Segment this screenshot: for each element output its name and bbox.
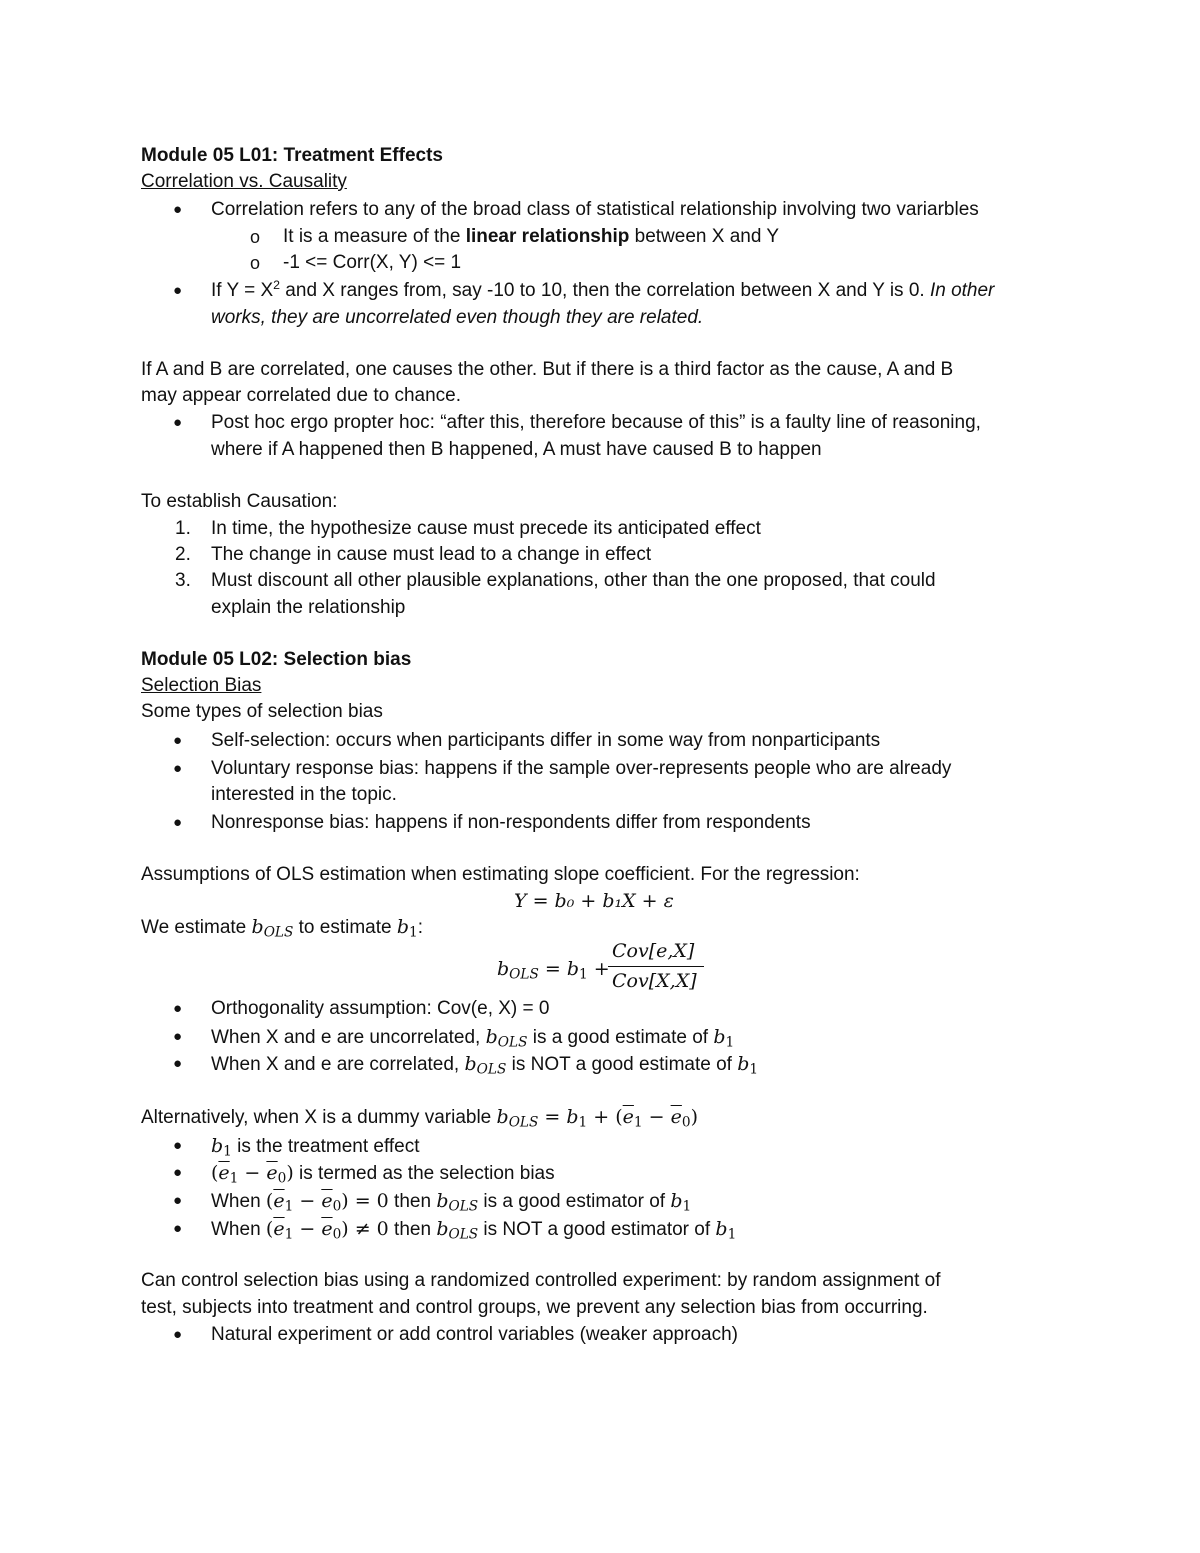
bullet-zero-bias: When $(\overline{e}_1 - \overline{e}_0) = 0$ then $b_{OLS}$ is a good estimator of $b_1$: [211, 1190, 692, 1215]
subheading-selection-bias: Selection Bias: [141, 675, 262, 696]
estimate-line: We estimate $b_{OLS}$ to estimate $b_1$:: [141, 916, 424, 941]
causation-item-2: The change in cause must lead to a change in effect: [211, 544, 652, 565]
bullet-icon: ●: [173, 282, 183, 299]
section-title-treatment-effects: Module 05 L01: Treatment Effects: [141, 145, 443, 166]
bullet-y-x-squared-cont: works, they are uncorrelated even though they are related.: [211, 307, 704, 328]
bullet-selection-bias-term: $(\overline{e}_1 - \overline{e}_0)$ is termed as the selection bias: [211, 1162, 555, 1187]
control-paragraph-line: test, subjects into treatment and control groups, we prevent any selection bias from occurring.: [141, 1297, 928, 1318]
bullet-icon: ●: [173, 201, 183, 218]
causation-item-3: Must discount all other plausible explanations, other than the one proposed, that could: [211, 570, 936, 591]
bols-formula-lhs: $b_{OLS} = b_1$ +: [497, 958, 610, 983]
list-number: 3.: [175, 570, 191, 591]
sub-bullet-linear-relationship: It is a measure of the linear relationship between X and Y: [283, 226, 780, 247]
bullet-icon: ●: [173, 1028, 183, 1045]
bullet-uncorrelated: When X and e are uncorrelated, $b_{OLS}$ is a good estimate of $b_1$: [211, 1026, 735, 1051]
bullet-orthogonality: Orthogonality assumption: Cov(e, X) = 0: [211, 998, 550, 1019]
bullet-voluntary-response: Voluntary response bias: happens if the sample over-represents people who are already: [211, 758, 952, 779]
bullet-icon: ●: [173, 732, 183, 749]
bullet-icon: ●: [173, 760, 183, 777]
bullet-correlated: When X and e are correlated, $b_{OLS}$ is NOT a good estimate of $b_1$: [211, 1053, 759, 1078]
formula-denominator: Cov[X,X]: [612, 970, 697, 992]
bullet-y-x-squared: If $Y = X^2$ and X ranges from, say -10 to 10, then the correlation between X and Y is 0. In other: [211, 278, 995, 301]
control-paragraph-line: Can control selection bias using a randomized controlled experiment: by random assignment of: [141, 1270, 941, 1291]
regression-equation: Y = b₀ + b₁X + ε: [514, 890, 674, 912]
bullet-nonzero-bias: When $(\overline{e}_1 - \overline{e}_0) \ne 0$ then $b_{OLS}$ is NOT a good estimator of $b_1$: [211, 1218, 737, 1243]
bullet-treatment-effect: $b_1$ is the treatment effect: [211, 1135, 420, 1160]
bullet-icon: ●: [173, 1164, 183, 1181]
formula-numerator: Cov[e,X]: [612, 940, 695, 962]
list-number: 1.: [175, 518, 191, 539]
bullet-voluntary-response-cont: interested in the topic.: [211, 784, 397, 805]
selection-bias-intro: Some types of selection bias: [141, 701, 383, 722]
bullet-icon: ●: [173, 814, 183, 831]
bullet-correlation-definition: Correlation refers to any of the broad class of statistical relationship involving two variarbles: [211, 199, 979, 220]
causation-intro: To establish Causation:: [141, 491, 338, 512]
bullet-icon: ●: [173, 1055, 183, 1072]
ols-intro: Assumptions of OLS estimation when estimating slope coefficient. For the regression:: [141, 864, 860, 885]
paragraph-line: may appear correlated due to chance.: [141, 385, 462, 406]
bullet-natural-experiment: Natural experiment or add control variables (weaker approach): [211, 1324, 738, 1345]
bullet-icon: ●: [173, 1000, 183, 1017]
bullet-nonresponse: Nonresponse bias: happens if non-respondents differ from respondents: [211, 812, 811, 833]
bullet-self-selection: Self-selection: occurs when participants differ in some way from nonparticipants: [211, 730, 881, 751]
bullet-icon: ●: [173, 414, 183, 431]
bullet-icon: ●: [173, 1220, 183, 1237]
sub-bullet-corr-range: -1 <= Corr(X, Y) <= 1: [283, 252, 462, 273]
causation-item-1: In time, the hypothesize cause must precede its anticipated effect: [211, 518, 761, 539]
causation-item-3-cont: explain the relationship: [211, 597, 406, 618]
fraction-bar: [608, 966, 704, 967]
bullet-icon: ●: [173, 1137, 183, 1154]
bullet-post-hoc-cont: where if A happened then B happened, A must have caused B to happen: [211, 439, 822, 460]
section-title-selection-bias: Module 05 L02: Selection bias: [141, 649, 412, 670]
bullet-icon: ●: [173, 1192, 183, 1209]
sub-bullet-icon: o: [250, 227, 261, 247]
bullet-post-hoc: Post hoc ergo propter hoc: “after this, therefore because of this” is a faulty line of reasoning,: [211, 412, 981, 433]
list-number: 2.: [175, 544, 191, 565]
paragraph-line: If A and B are correlated, one causes the other. But if there is a third factor as the cause, A and B: [141, 359, 954, 380]
subheading-correlation-causality: Correlation vs. Causality: [141, 171, 347, 192]
dummy-intro: Alternatively, when X is a dummy variable $b_{OLS} = b_1 + (\overline{e}_1 - \overline{e}_0)$: [141, 1106, 698, 1131]
bullet-icon: ●: [173, 1326, 183, 1343]
sub-bullet-icon: o: [250, 253, 261, 273]
